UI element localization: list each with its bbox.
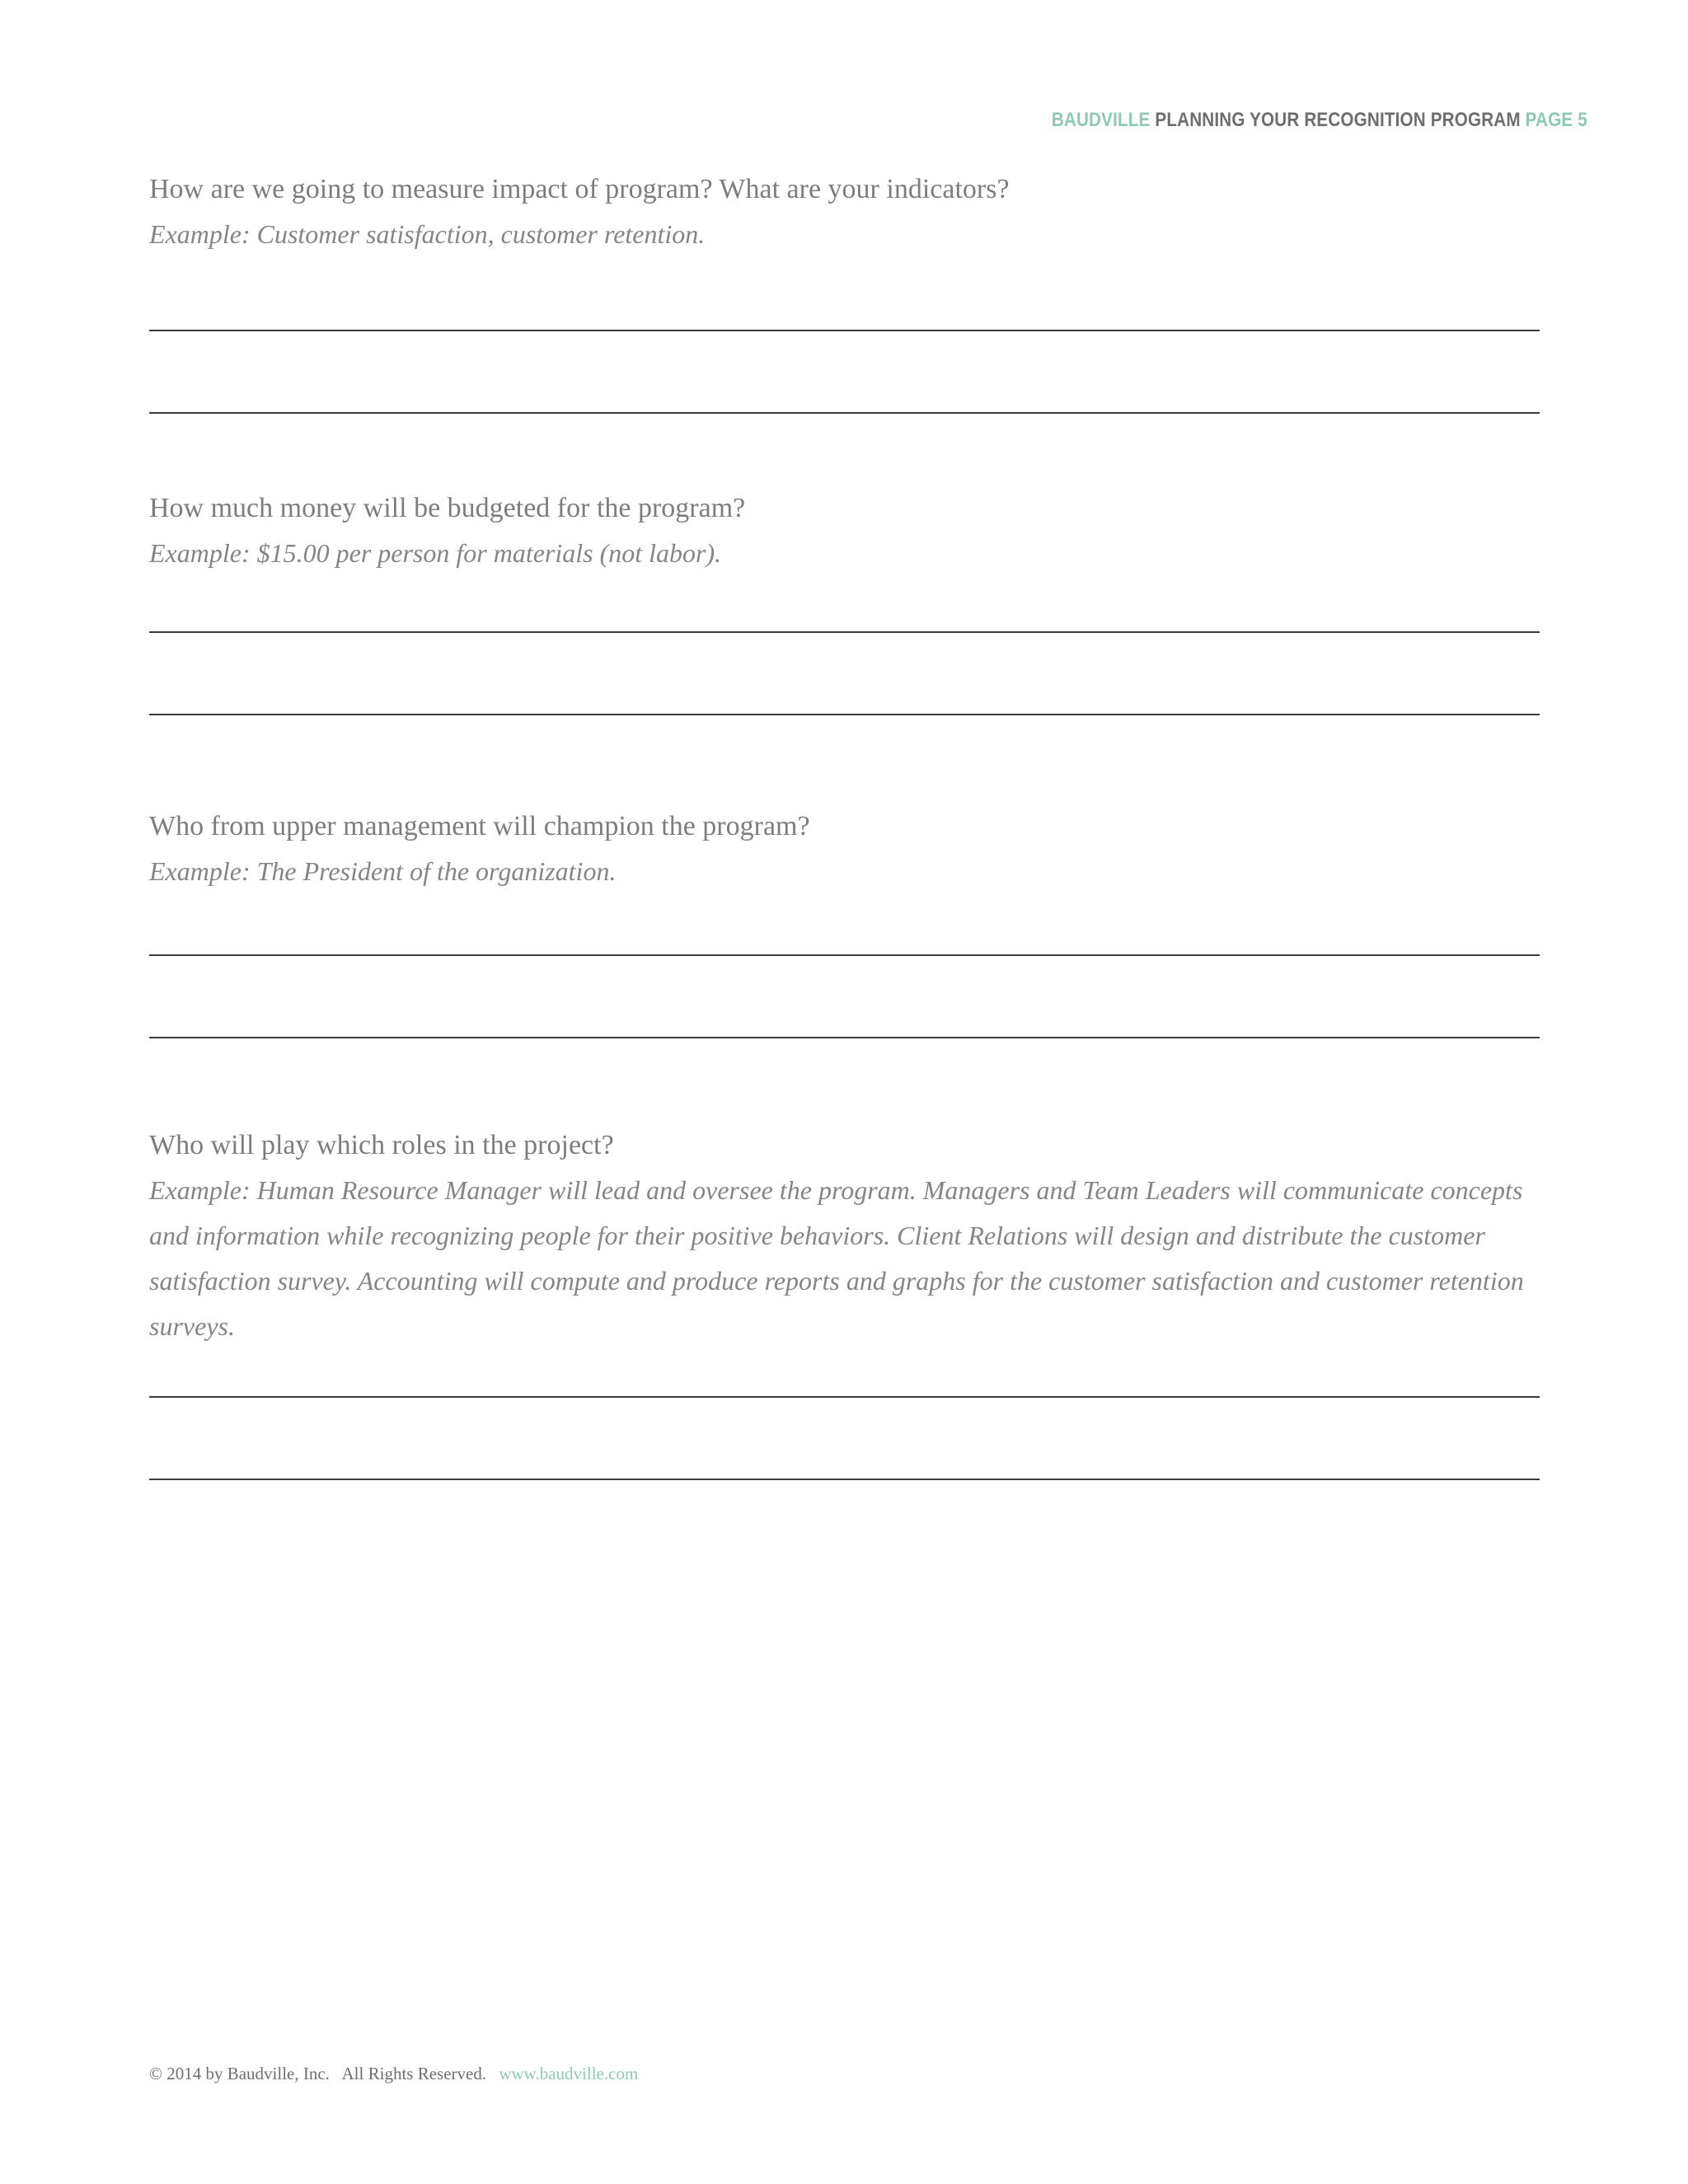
section-measure-impact [149, 166, 1540, 257]
question-text: How much money will be budgeted for the program? [149, 493, 746, 523]
header-page-number: PAGE 5 [1525, 109, 1587, 131]
footer-copyright: © 2014 by Baudville, Inc. All Rights Reserved. [149, 2064, 487, 2083]
header-brand: BAUDVILLE [1051, 109, 1151, 131]
section-champion [149, 804, 1540, 894]
answer-line[interactable] [149, 714, 1540, 715]
answer-line[interactable] [149, 1396, 1540, 1398]
question-text: Who from upper management will champion the program? [149, 811, 810, 841]
question-text: How are we going to measure impact of program? What are your indicators? [149, 174, 1010, 204]
footer-website-link[interactable]: www.baudville.com [499, 2064, 639, 2083]
answer-line[interactable] [149, 631, 1540, 633]
answer-line[interactable] [149, 1479, 1540, 1480]
example-text: Example: $15.00 per person for materials (not labor). [149, 538, 722, 568]
answer-line[interactable] [149, 412, 1540, 414]
answer-line[interactable] [149, 330, 1540, 331]
example-text: Example: The President of the organization. [149, 856, 617, 886]
section-roles [149, 1122, 1540, 1349]
answer-line[interactable] [149, 954, 1540, 956]
example-text: Example: Human Resource Manager will lead and oversee the program. Managers and Team Leaders will communicate concepts and information while recognizing people for their positive behaviors. Client Relations will design and distribute the customer satisfaction survey. Accounting will compute and produce reports and graphs for the customer satisfaction and customer retention surveys. [149, 1175, 1524, 1341]
question-text: Who will play which roles in the project? [149, 1130, 614, 1160]
example-text: Example: Customer satisfaction, customer retention. [149, 219, 706, 249]
header-title: PLANNING YOUR RECOGNITION PROGRAM [1155, 109, 1521, 131]
section-budget [149, 485, 1540, 576]
answer-line[interactable] [149, 1037, 1540, 1038]
page-header [1052, 109, 1587, 132]
page-footer [149, 2064, 638, 2084]
